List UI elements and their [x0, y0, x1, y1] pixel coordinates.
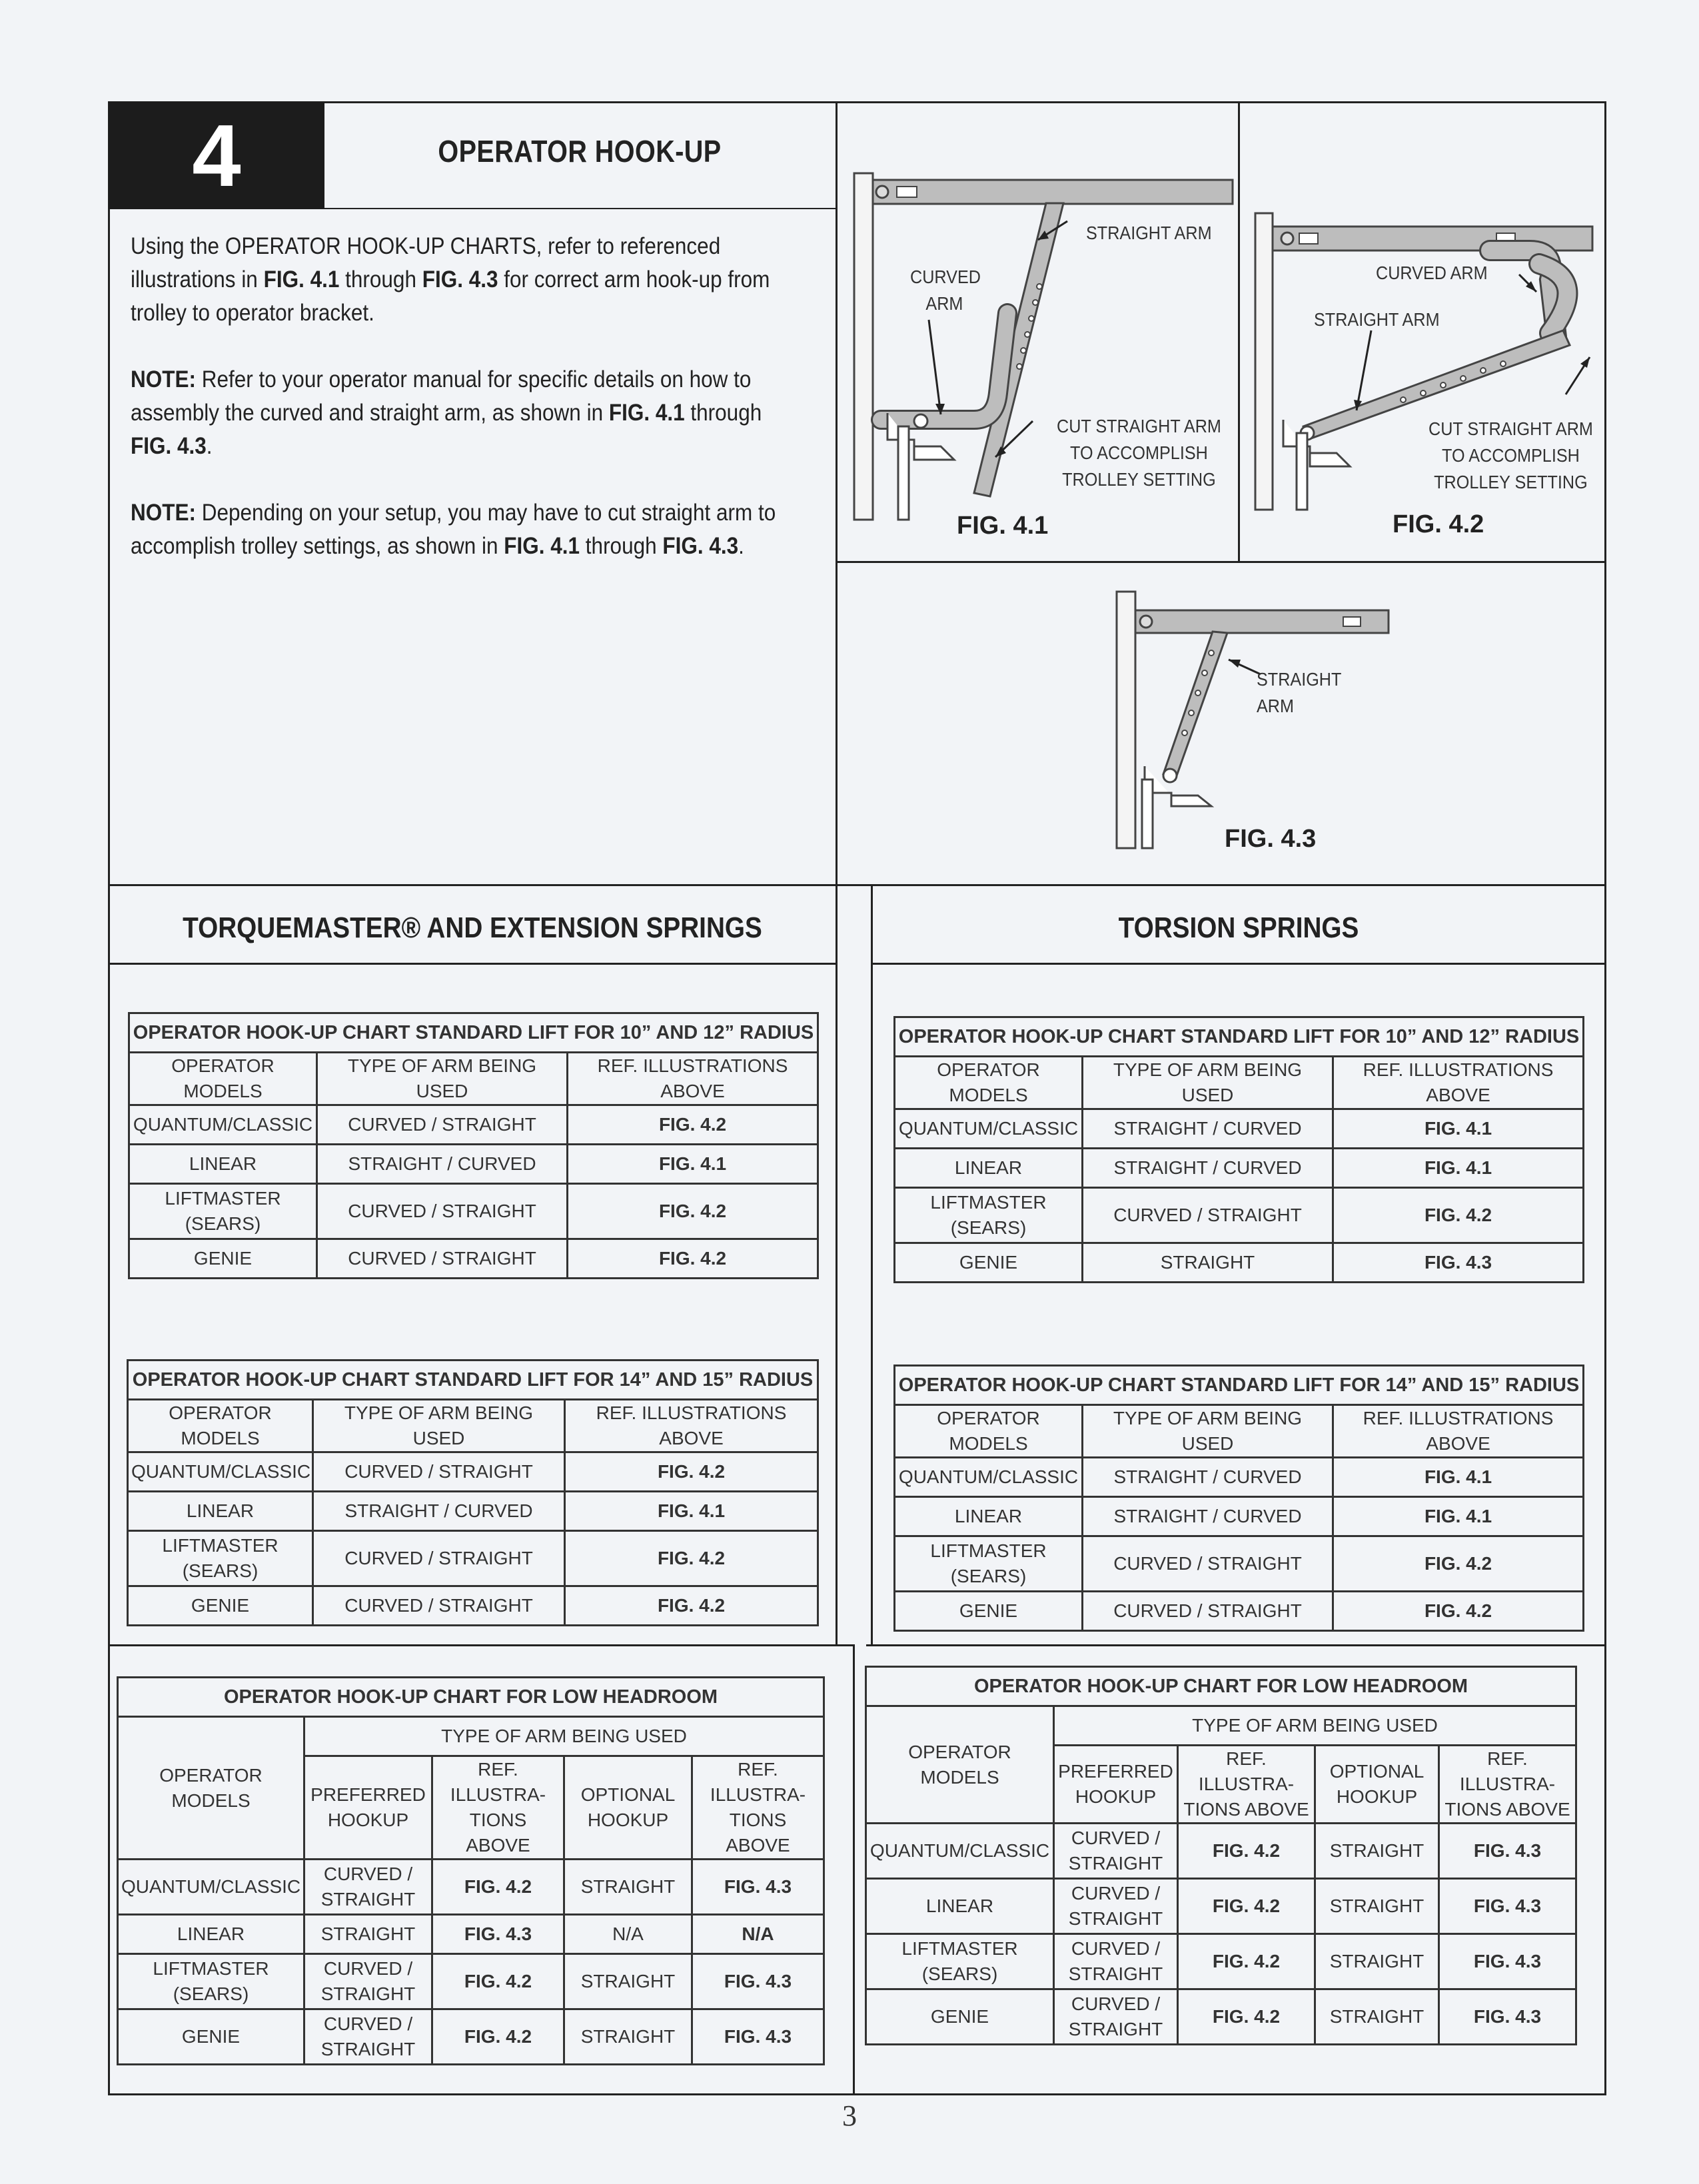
operator-model-cell: LINEAR	[129, 1145, 317, 1184]
header-ref-illustrations: REF. ILLUSTRATIONS ABOVE	[565, 1400, 818, 1452]
ref-figure-cell: FIG. 4.2	[1333, 1592, 1584, 1631]
table-row	[129, 1145, 818, 1184]
ref-figure-cell: FIG. 4.2	[1178, 1824, 1315, 1879]
header-operator-models: OPERATOR MODELS	[128, 1400, 313, 1452]
arm-type-cell: CURVED / STRAIGHT	[317, 1239, 568, 1279]
arm-type-cell: STRAIGHT / CURVED	[317, 1145, 568, 1184]
header-ref-illustrations: REF. ILLUSTRATIONS ABOVE	[1333, 1405, 1584, 1458]
header-operator-models: OPERATOR MODELS	[118, 1717, 304, 1860]
intro-paragraph-3: NOTE: Depending on your setup, you may have to cut straight arm to accomplish trolley settings, as shown in FIG. 4.1 through FIG. 4.3.	[131, 500, 776, 559]
ref-figure-cell: FIG. 4.2	[568, 1184, 818, 1239]
header-ref-illustrations: REF. ILLUSTRA- TIONS ABOVE	[432, 1756, 564, 1860]
step-number-badge	[109, 102, 324, 209]
hookup-chart-right-low	[865, 1666, 1577, 2045]
ref-figure-cell: FIG. 4.1	[1333, 1109, 1584, 1149]
chart-caption: OPERATOR HOOK-UP CHART STANDARD LIFT FOR 14” AND 15” RADIUS	[895, 1366, 1584, 1405]
fig-4-3-straight-arm-callout: STRAIGHT ARM	[1257, 669, 1342, 716]
step-number: 4	[192, 107, 241, 205]
arm-type-cell: CURVED / STRAIGHT	[313, 1452, 565, 1492]
arm-type-cell: CURVED / STRAIGHT	[1083, 1536, 1333, 1592]
operator-model-cell: LIFTMASTER (SEARS)	[866, 1934, 1054, 1989]
arm-type-cell: STRAIGHT / CURVED	[1083, 1109, 1333, 1149]
fig-4-1-cut-callout: CUT STRAIGHT ARM TO ACCOMPLISH TROLLEY SETTING	[1057, 416, 1221, 490]
divider-right-title	[871, 963, 1606, 965]
fig-4-1-straight-arm-callout: STRAIGHT ARM	[1086, 223, 1212, 243]
preferred-hookup-cell: CURVED / STRAIGHT	[304, 1860, 432, 1915]
ref-figure-cell: N/A	[692, 1915, 824, 1954]
table-row	[895, 1149, 1584, 1188]
intro-paragraph-1: Using the OPERATOR HOOK-UP CHARTS, refer to referenced illustrations in FIG. 4.1 through FIG. 4.3 for correct arm hook-up from trolley to operator bracket.	[131, 233, 770, 326]
frame-bottom	[108, 2093, 1606, 2095]
header-arm-type: TYPE OF ARM BEING USED	[1054, 1706, 1576, 1746]
table-row	[118, 1860, 824, 1915]
optional-hookup-cell: STRAIGHT	[1315, 1824, 1439, 1879]
optional-hookup-cell: STRAIGHT	[1315, 1934, 1439, 1989]
operator-model-cell: QUANTUM/CLASSIC	[895, 1109, 1083, 1149]
hookup-chart-left-10-12	[128, 1012, 819, 1279]
header-operator-models: OPERATOR MODELS	[129, 1053, 317, 1105]
table-row	[128, 1586, 818, 1626]
ref-figure-cell: FIG. 4.1	[1333, 1149, 1584, 1188]
intro-paragraph-2: NOTE: Refer to your operator manual for specific details on how to assembly the curved and straight arm, as shown in FIG. 4.1 through FIG. 4.3.	[131, 366, 762, 459]
operator-model-cell: LIFTMASTER (SEARS)	[895, 1536, 1083, 1592]
section-title: OPERATOR HOOK-UP	[438, 134, 722, 169]
left-section-title: TORQUEMASTER® AND EXTENSION SPRINGS	[183, 911, 762, 944]
table-row	[118, 2009, 824, 2065]
header-ref-illustrations: REF. ILLUSTRATIONS ABOVE	[568, 1053, 818, 1105]
ref-figure-cell: FIG. 4.3	[432, 1915, 564, 1954]
header-optional-hookup: OPTIONAL HOOKUP	[1315, 1746, 1439, 1824]
operator-model-cell: QUANTUM/CLASSIC	[866, 1824, 1054, 1879]
ref-figure-cell: FIG. 4.3	[1439, 1934, 1576, 1989]
operator-model-cell: LIFTMASTER (SEARS)	[118, 1954, 304, 2009]
preferred-hookup-cell: CURVED / STRAIGHT	[1054, 1879, 1178, 1934]
ref-figure-cell: FIG. 4.2	[432, 2009, 564, 2065]
fig-4-3-label: FIG. 4.3	[1225, 825, 1317, 853]
ref-figure-cell: FIG. 4.1	[568, 1145, 818, 1184]
table-row	[895, 1243, 1584, 1283]
divider-left-title	[108, 963, 837, 965]
optional-hookup-cell: STRAIGHT	[564, 1954, 692, 2009]
header-operator-models: OPERATOR MODELS	[895, 1405, 1083, 1458]
operator-model-cell: LINEAR	[118, 1915, 304, 1954]
operator-model-cell: GENIE	[866, 1989, 1054, 2045]
table-row	[129, 1184, 818, 1239]
ref-figure-cell: FIG. 4.2	[1178, 1989, 1315, 2045]
arm-type-cell: STRAIGHT	[1083, 1243, 1333, 1283]
divider-upper-lower	[108, 884, 1606, 886]
fig-4-3-illustration	[1111, 586, 1391, 853]
ref-figure-cell: FIG. 4.2	[1333, 1536, 1584, 1592]
table-row	[118, 1954, 824, 2009]
divider-fig41-42	[1238, 101, 1240, 562]
operator-model-cell: QUANTUM/CLASSIC	[128, 1452, 313, 1492]
chart-caption: OPERATOR HOOK-UP CHART STANDARD LIFT FOR 14” AND 15” RADIUS	[128, 1361, 818, 1400]
table-row	[895, 1188, 1584, 1243]
header-ref-illustrations: REF. ILLUSTRATIONS ABOVE	[1333, 1057, 1584, 1109]
header-arm-type: TYPE OF ARM BEING USED	[304, 1717, 824, 1756]
ref-figure-cell: FIG. 4.1	[1333, 1458, 1584, 1497]
table-row	[866, 1824, 1576, 1879]
table-row	[895, 1109, 1584, 1149]
fig-4-2-straight-arm-callout: STRAIGHT ARM	[1314, 309, 1440, 330]
chart-caption: OPERATOR HOOK-UP CHART FOR LOW HEADROOM	[118, 1678, 824, 1717]
divider-mid-vertical-top	[836, 101, 838, 885]
right-section-title: TORSION SPRINGS	[1118, 911, 1359, 944]
hookup-chart-right-14-15	[893, 1365, 1584, 1632]
preferred-hookup-cell: CURVED / STRAIGHT	[304, 2009, 432, 2065]
ref-figure-cell: FIG. 4.3	[1439, 1989, 1576, 2045]
ref-figure-cell: FIG. 4.3	[1439, 1824, 1576, 1879]
chart-caption: OPERATOR HOOK-UP CHART FOR LOW HEADROOM	[866, 1667, 1576, 1706]
arm-type-cell: CURVED / STRAIGHT	[317, 1105, 568, 1145]
divider-mid-vertical-bottom	[853, 1644, 855, 2095]
optional-hookup-cell: STRAIGHT	[1315, 1989, 1439, 2045]
ref-figure-cell: FIG. 4.2	[568, 1105, 818, 1145]
optional-hookup-cell: N/A	[564, 1915, 692, 1954]
ref-figure-cell: FIG. 4.3	[692, 1860, 824, 1915]
operator-model-cell: LINEAR	[866, 1879, 1054, 1934]
header-operator-models: OPERATOR MODELS	[866, 1706, 1054, 1824]
table-row	[895, 1592, 1584, 1631]
operator-model-cell: GENIE	[129, 1239, 317, 1279]
operator-model-cell: QUANTUM/CLASSIC	[118, 1860, 304, 1915]
operator-model-cell: GENIE	[895, 1243, 1083, 1283]
operator-model-cell: GENIE	[118, 2009, 304, 2065]
ref-figure-cell: FIG. 4.2	[565, 1586, 818, 1626]
operator-model-cell: LINEAR	[128, 1492, 313, 1531]
divider-mid-vertical-lower-b	[871, 884, 873, 1645]
operator-model-cell: LINEAR	[895, 1149, 1083, 1188]
fig-4-1-curved-arm-callout: CURVED ARM	[910, 267, 981, 314]
frame-left	[108, 101, 110, 2095]
table-row	[128, 1492, 818, 1531]
ref-figure-cell: FIG. 4.2	[568, 1239, 818, 1279]
table-row	[866, 1989, 1576, 2045]
fig-4-2-cut-callout: CUT STRAIGHT ARM TO ACCOMPLISH TROLLEY SETTING	[1428, 418, 1593, 492]
table-row	[128, 1452, 818, 1492]
arm-type-cell: CURVED / STRAIGHT	[313, 1586, 565, 1626]
optional-hookup-cell: STRAIGHT	[564, 2009, 692, 2065]
ref-figure-cell: FIG. 4.2	[565, 1531, 818, 1586]
operator-model-cell: GENIE	[128, 1586, 313, 1626]
table-row	[128, 1531, 818, 1586]
operator-model-cell: LIFTMASTER (SEARS)	[129, 1184, 317, 1239]
chart-caption: OPERATOR HOOK-UP CHART STANDARD LIFT FOR 10” AND 12” RADIUS	[129, 1013, 818, 1053]
operator-model-cell: QUANTUM/CLASSIC	[895, 1458, 1083, 1497]
optional-hookup-cell: STRAIGHT	[1315, 1879, 1439, 1934]
intro-text	[131, 230, 802, 596]
arm-type-cell: STRAIGHT / CURVED	[313, 1492, 565, 1531]
preferred-hookup-cell: CURVED / STRAIGHT	[304, 1954, 432, 2009]
optional-hookup-cell: STRAIGHT	[564, 1860, 692, 1915]
ref-figure-cell: FIG. 4.3	[692, 1954, 824, 2009]
header-preferred-hookup: PREFERRED HOOKUP	[1054, 1746, 1178, 1824]
arm-type-cell: CURVED / STRAIGHT	[1083, 1188, 1333, 1243]
divider-lowheadroom-left	[108, 1644, 854, 1646]
header-arm-type: TYPE OF ARM BEING USED	[317, 1053, 568, 1105]
frame-right	[1604, 101, 1606, 2095]
header-ref-illustrations: REF. ILLUSTRA- TIONS ABOVE	[1439, 1746, 1576, 1824]
table-row	[129, 1105, 818, 1145]
preferred-hookup-cell: CURVED / STRAIGHT	[1054, 1824, 1178, 1879]
table-row	[129, 1239, 818, 1279]
operator-model-cell: LINEAR	[895, 1497, 1083, 1536]
operator-model-cell: LIFTMASTER (SEARS)	[895, 1188, 1083, 1243]
divider-mid-vertical-lower-a	[836, 884, 838, 1645]
fig-4-1-label: FIG. 4.1	[957, 512, 1049, 540]
table-row	[895, 1497, 1584, 1536]
chart-caption: OPERATOR HOOK-UP CHART STANDARD LIFT FOR 10” AND 12” RADIUS	[895, 1017, 1584, 1057]
header-operator-models: OPERATOR MODELS	[895, 1057, 1083, 1109]
divider-lowheadroom-right	[866, 1644, 1606, 1646]
table-row	[866, 1879, 1576, 1934]
ref-figure-cell: FIG. 4.3	[1333, 1243, 1584, 1283]
divider-figs-horizontal	[836, 561, 1606, 563]
page-number: 3	[842, 2099, 857, 2132]
fig-4-2-curved-arm-callout: CURVED ARM	[1376, 263, 1488, 283]
arm-type-cell: STRAIGHT / CURVED	[1083, 1497, 1333, 1536]
ref-figure-cell: FIG. 4.2	[1333, 1188, 1584, 1243]
preferred-hookup-cell: CURVED / STRAIGHT	[1054, 1934, 1178, 1989]
preferred-hookup-cell: CURVED / STRAIGHT	[1054, 1989, 1178, 2045]
header-arm-type: TYPE OF ARM BEING USED	[1083, 1057, 1333, 1109]
arm-type-cell: STRAIGHT / CURVED	[1083, 1458, 1333, 1497]
arm-type-cell: CURVED / STRAIGHT	[317, 1184, 568, 1239]
ref-figure-cell: FIG. 4.2	[432, 1954, 564, 2009]
table-row	[895, 1536, 1584, 1592]
header-optional-hookup: OPTIONAL HOOKUP	[564, 1756, 692, 1860]
hookup-chart-left-14-15	[127, 1359, 819, 1626]
header-arm-type: TYPE OF ARM BEING USED	[1083, 1405, 1333, 1458]
arm-type-cell: CURVED / STRAIGHT	[313, 1531, 565, 1586]
operator-model-cell: QUANTUM/CLASSIC	[129, 1105, 317, 1145]
hookup-chart-left-low	[117, 1676, 825, 2065]
arm-type-cell: STRAIGHT / CURVED	[1083, 1149, 1333, 1188]
header-arm-type: TYPE OF ARM BEING USED	[313, 1400, 565, 1452]
ref-figure-cell: FIG. 4.3	[1439, 1879, 1576, 1934]
header-ref-illustrations: REF. ILLUSTRA- TIONS ABOVE	[692, 1756, 824, 1860]
table-row	[118, 1915, 824, 1954]
ref-figure-cell: FIG. 4.2	[1178, 1934, 1315, 1989]
frame-top	[109, 101, 1606, 103]
preferred-hookup-cell: STRAIGHT	[304, 1915, 432, 1954]
fig-4-2-label: FIG. 4.2	[1393, 510, 1484, 538]
table-row	[895, 1458, 1584, 1497]
ref-figure-cell: FIG. 4.2	[1178, 1879, 1315, 1934]
header-ref-illustrations: REF. ILLUSTRA- TIONS ABOVE	[1178, 1746, 1315, 1824]
operator-model-cell: LIFTMASTER (SEARS)	[128, 1531, 313, 1586]
ref-figure-cell: FIG. 4.2	[565, 1452, 818, 1492]
hookup-chart-right-10-12	[893, 1016, 1584, 1283]
ref-figure-cell: FIG. 4.2	[432, 1860, 564, 1915]
table-row	[866, 1934, 1576, 1989]
arm-type-cell: CURVED / STRAIGHT	[1083, 1592, 1333, 1631]
ref-figure-cell: FIG. 4.1	[1333, 1497, 1584, 1536]
ref-figure-cell: FIG. 4.3	[692, 2009, 824, 2065]
ref-figure-cell: FIG. 4.1	[565, 1492, 818, 1531]
operator-model-cell: GENIE	[895, 1592, 1083, 1631]
header-preferred-hookup: PREFERRED HOOKUP	[304, 1756, 432, 1860]
